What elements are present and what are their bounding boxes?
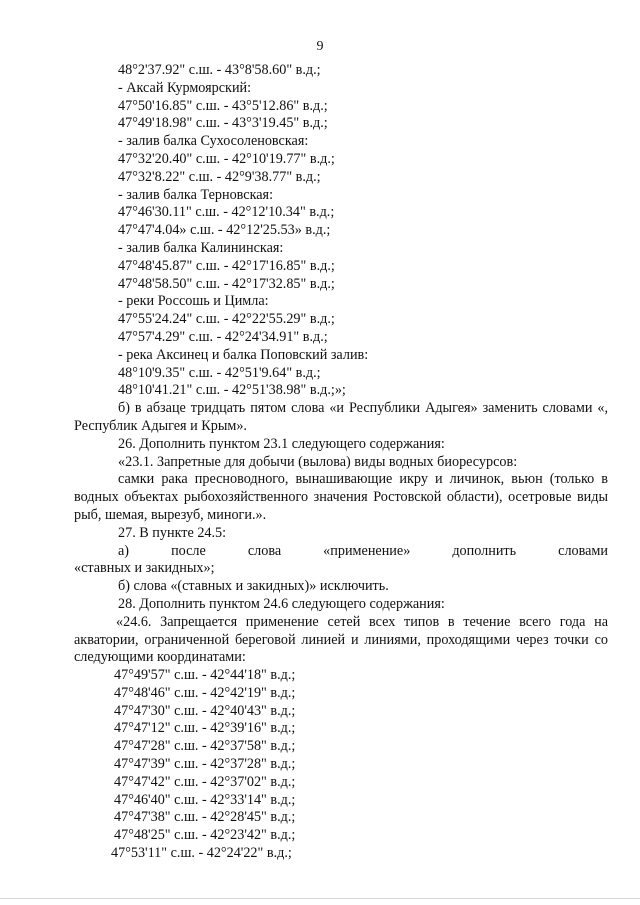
page-bottom-edge xyxy=(0,898,640,899)
coordinate-line: 48°2'37.92" с.ш. - 43°8'58.60" в.д.; xyxy=(118,62,321,78)
coordinate-line: 47°32'8.22" с.ш. - 42°9'38.77" в.д.; xyxy=(118,168,321,185)
location-heading: - реки Россошь и Цимла: xyxy=(118,293,269,310)
item-27a-word: слова xyxy=(247,542,282,559)
item-23-1: «23.1. Запретные для добычи (вылова) виды водных биоресурсов: xyxy=(118,453,518,470)
coordinate-line: 47°55'24.24" с.ш. - 42°22'55.29" в.д.; xyxy=(118,311,335,328)
coordinate-line: 47°49'18.98" с.ш. - 43°3'19.45" в.д.; xyxy=(118,115,328,132)
coordinate-line: 47°47'42" с.ш. - 42°37'02" в.д.; xyxy=(114,773,296,790)
item-27a xyxy=(74,543,608,561)
coordinate-line: 48°10'9.35" с.ш. - 42°51'9.64" в.д.; xyxy=(118,364,321,381)
item-27: 27. В пункте 24.5: xyxy=(118,524,227,541)
item-27a-word: после xyxy=(171,542,206,559)
item-26: 26. Дополнить пунктом 23.1 следующего содержания: xyxy=(118,435,445,452)
forbidden-species-paragraph: самки рака пресноводного, вынашивающие икру и личинок, вьюн (только в водных объектах рыбохозяйственного значения Ростовской области), осетровые виды рыб, шемая, вырезуб, миноги.». xyxy=(74,471,608,523)
coordinate-line: 47°48'58.50" с.ш. - 42°17'32.85" в.д.; xyxy=(118,275,335,292)
coordinate-line: 47°47'39" с.ш. - 42°37'28" в.д.; xyxy=(114,756,296,773)
coordinate-line: 47°48'46" с.ш. - 42°42'19" в.д.; xyxy=(114,684,296,701)
coordinate-line: 47°47'12" с.ш. - 42°39'16" в.д.; xyxy=(114,720,296,737)
coordinate-line: 47°47'38" с.ш. - 42°28'45" в.д.; xyxy=(114,809,296,826)
location-heading: - река Аксинец и балка Поповский залив: xyxy=(118,346,369,363)
coordinate-line: 47°53'11" с.ш. - 42°24'22" в.д.; xyxy=(111,845,292,862)
location-heading: - Аксай Курмоярский: xyxy=(118,79,252,96)
item-27a-word: словами xyxy=(558,542,608,559)
coordinate-line: 47°47'30" с.ш. - 42°40'43" в.д.; xyxy=(114,702,296,719)
page-number: 9 xyxy=(316,39,324,54)
coordinate-line: 47°47'28" с.ш. - 42°37'58" в.д.; xyxy=(114,738,296,755)
coordinate-line: 47°48'25" с.ш. - 42°23'42" в.д.; xyxy=(114,827,296,844)
item-27a-continuation: «ставных и закидных»; xyxy=(74,560,215,577)
paragraph-b: б) в абзаце тридцать пятом слова «и Республики Адыгея» заменить словами «, Республик Адыгея и Крым». xyxy=(74,400,608,434)
location-heading: - залив балка Терновская: xyxy=(118,186,274,203)
item-27b: б) слова «(ставных и закидных)» исключить. xyxy=(118,578,389,595)
coordinate-line: 47°46'30.11" с.ш. - 42°12'10.34" в.д.; xyxy=(118,204,335,221)
coordinate-line: 47°48'45.87" с.ш. - 42°17'16.85" в.д.; xyxy=(118,257,335,274)
item-27a-word: «применение» xyxy=(323,542,411,559)
document-body xyxy=(74,62,608,863)
coordinate-line: 47°50'16.85" с.ш. - 43°5'12.86" в.д.; xyxy=(118,97,328,114)
coordinate-line: 47°49'57" с.ш. - 42°44'18" в.д.; xyxy=(114,667,296,684)
item-27a-word: дополнить xyxy=(452,542,517,559)
coordinate-line: 47°57'4.29" с.ш. - 42°24'34.91" в.д.; xyxy=(118,328,328,345)
item-27a-word: а) xyxy=(118,542,130,559)
location-heading: - залив балка Сухосоленовская: xyxy=(118,133,309,150)
coordinate-line: 47°47'4.04» с.ш. - 42°12'25.53» в.д.; xyxy=(118,222,331,239)
coordinate-line: 48°10'41.21" с.ш. - 42°51'38.98" в.д.;»; xyxy=(118,382,346,399)
coordinate-line: 47°32'20.40" с.ш. - 42°10'19.77" в.д.; xyxy=(118,150,335,167)
coordinate-line: 47°46'40" с.ш. - 42°33'14" в.д.; xyxy=(114,791,296,808)
location-heading: - залив балка Калининская: xyxy=(118,239,284,256)
item-28: 28. Дополнить пунктом 24.6 следующего содержания: xyxy=(118,595,445,612)
item-24-6-paragraph: «24.6. Запрещается применение сетей всех типов в течение всего года на акватории, ограниченной береговой линией и линиями, проходящими через точки со следующими координатами: xyxy=(74,613,608,666)
